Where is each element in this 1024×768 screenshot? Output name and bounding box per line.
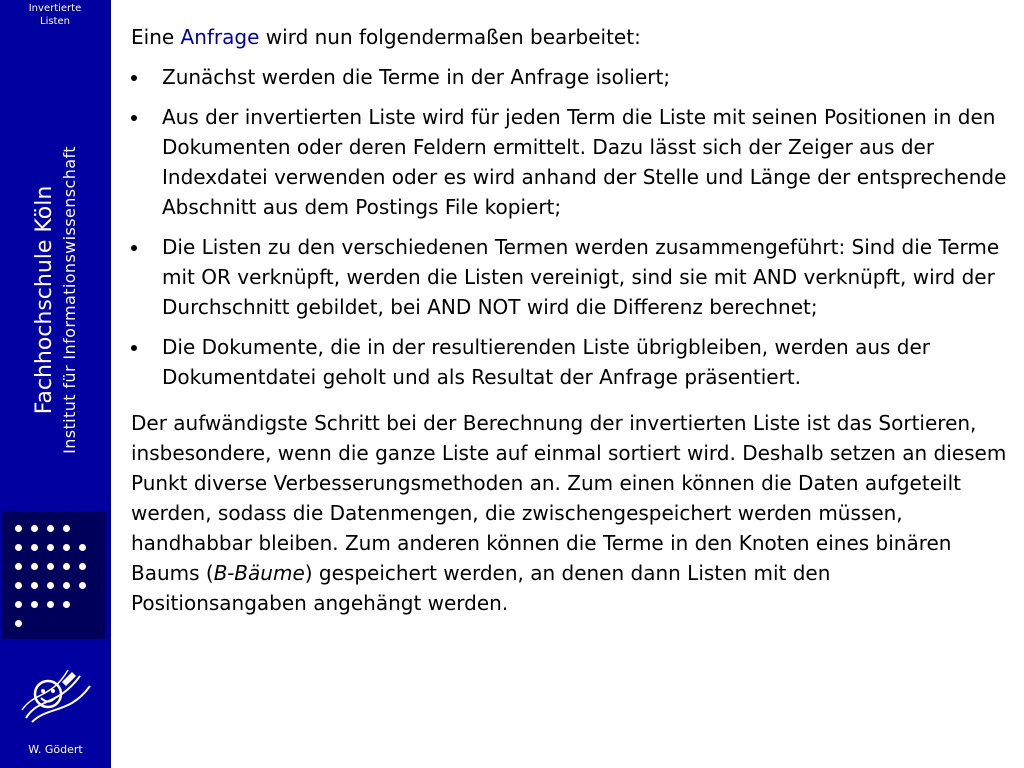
list-item	[131, 332, 1011, 392]
sidebar	[0, 0, 111, 768]
decorative-dot	[79, 544, 86, 551]
intro-line	[131, 22, 1011, 52]
list-item-text: Die Dokumente, die in der resultierenden Liste übrigbleiben, werden aus der Dokumentdatei geholt und als Resultat der Anfrage präsentiert.	[162, 335, 931, 389]
decorative-dot	[31, 601, 38, 608]
decorative-dot	[79, 582, 86, 589]
decorative-dot	[31, 544, 38, 551]
paragraph-text-after: ) gespeichert werden, an denen dann Listen mit den Positionsangaben angehängt werden.	[131, 561, 831, 615]
decorative-dot	[15, 601, 22, 608]
summary-paragraph	[131, 408, 1011, 618]
paragraph-text-before: Der aufwändigste Schritt bei der Berechnung der invertierten Liste ist das Sortieren, insbesondere, wenn die ganze Liste auf einmal sortiert wird. Deshalb setzen an diesem Punkt diverse Verbesserungsmethoden an. Zum einen können die Daten aufgeteilt werden, sodass die Datenmengen, die zwischengespeichert werden müssen, handhabbar bleiben. Zum anderen können die Terme in den Knoten eines binären Baums (	[131, 411, 1007, 585]
intro-text-before: Eine	[131, 25, 181, 49]
decorative-dot	[47, 563, 54, 570]
decorative-dot	[63, 544, 70, 551]
institution-block	[31, 110, 81, 490]
decorative-dot	[63, 525, 70, 532]
list-item	[131, 232, 1011, 322]
department-name: Institut für Informationswissenschaft	[60, 146, 79, 454]
institution-logo	[18, 662, 94, 724]
list-item	[131, 62, 1011, 92]
intro-text-after: wird nun folgendermaßen bearbeitet:	[259, 25, 641, 49]
decorative-dot	[15, 525, 22, 532]
institution-name: Fachhochschule Köln	[32, 185, 57, 415]
bullet-icon	[131, 345, 137, 351]
decorative-dot	[15, 563, 22, 570]
list-item-text: Die Listen zu den verschiedenen Termen werden zusammengeführt: Sind die Terme mit OR verknüpft, werden die Listen vereinigt, sind sie mit AND verknüpft, wird der Durchschnitt gebildet, bei AND NOT wird die Differenz berechnet;	[162, 235, 1000, 319]
decorative-dot	[47, 601, 54, 608]
decorative-dot	[31, 582, 38, 589]
intro-highlight-word: Anfrage	[180, 25, 260, 49]
author-name: W. Gödert	[28, 743, 83, 756]
decorative-dot	[15, 544, 22, 551]
decorative-dot	[79, 563, 86, 570]
slide-topic: Invertierte Listen	[28, 3, 82, 27]
decorative-dot-grid	[2, 511, 106, 639]
decorative-dot	[63, 582, 70, 589]
decorative-dot	[47, 544, 54, 551]
bullet-icon	[131, 115, 137, 121]
decorative-dot	[63, 601, 70, 608]
decorative-dot	[15, 620, 22, 627]
paragraph-italic-term: B-Bäume	[213, 561, 305, 585]
bullet-list	[131, 62, 1011, 392]
decorative-dot	[63, 563, 70, 570]
slide-content	[131, 22, 1011, 618]
decorative-dot	[31, 563, 38, 570]
list-item	[131, 102, 1011, 222]
decorative-dot	[47, 525, 54, 532]
bullet-icon	[131, 245, 137, 251]
decorative-dot	[31, 525, 38, 532]
decorative-dot	[47, 582, 54, 589]
list-item-text: Zunächst werden die Terme in der Anfrage isoliert;	[162, 65, 671, 89]
decorative-dot	[15, 582, 22, 589]
bullet-icon	[131, 75, 137, 81]
list-item-text: Aus der invertierten Liste wird für jeden Term die Liste mit seinen Positionen in den Dokumenten oder deren Feldern ermittelt. Dazu lässt sich der Zeiger aus der Indexdatei verwenden oder es wird anhand der Stelle und Länge der entsprechende Abschnitt aus dem Postings File kopiert;	[162, 105, 1007, 219]
